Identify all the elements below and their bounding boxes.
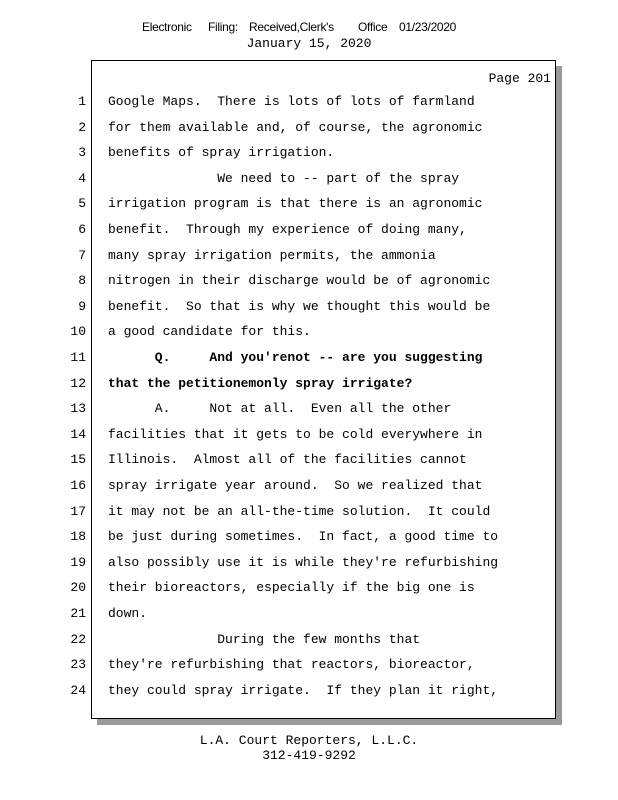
filing-label: Filing: bbox=[208, 20, 238, 34]
line-number: 7 bbox=[78, 247, 86, 263]
footer-phone: 312-419-9292 bbox=[262, 748, 356, 763]
page-number: Page 201 bbox=[488, 71, 551, 86]
line-text: down. bbox=[108, 606, 148, 621]
line-number: 1 bbox=[78, 94, 86, 109]
line-text: irrigation program is that there is an agronomic bbox=[108, 196, 483, 212]
line-text: spray irrigate year around. So we realized that bbox=[108, 478, 483, 493]
transcript-line bbox=[0, 527, 560, 547]
transcript-line bbox=[0, 271, 560, 291]
transcript-line bbox=[0, 553, 560, 573]
line-text: it may not be an all-the-time solution. It could bbox=[108, 503, 491, 519]
transcript-line bbox=[0, 630, 560, 650]
line-text: A. Not at all. Even all the other bbox=[108, 401, 452, 417]
transcript-line bbox=[0, 374, 560, 394]
line-text: benefits of spray irrigation. bbox=[108, 145, 335, 161]
line-number: 24 bbox=[70, 682, 86, 698]
line-text: a good candidate for this. bbox=[108, 324, 311, 340]
line-text: Illinois. Almost all of the facilities cannot bbox=[108, 452, 467, 468]
line-number: 21 bbox=[70, 606, 86, 621]
line-number: 14 bbox=[70, 426, 86, 442]
transcript-line bbox=[0, 502, 560, 522]
line-text: benefit. So that is why we thought this would be bbox=[108, 298, 491, 314]
transcript-line bbox=[0, 246, 560, 266]
transcript-line bbox=[0, 604, 560, 624]
transcript-date: January 15, 2020 bbox=[246, 36, 372, 51]
line-text: During the few months that bbox=[108, 631, 421, 647]
line-text: that the petitionemonly spray irrigate? bbox=[108, 375, 413, 391]
transcript-line bbox=[0, 681, 560, 701]
transcript-line bbox=[0, 578, 560, 598]
line-text: also possibly use it is while they're refurbishing bbox=[108, 554, 499, 570]
line-text: for them available and, of course, the agronomic bbox=[108, 119, 483, 135]
line-text: be just during sometimes. In fact, a good time to bbox=[108, 529, 499, 545]
line-number: 11 bbox=[70, 350, 86, 365]
filing-electronic: Electronic bbox=[142, 20, 192, 34]
line-number: 5 bbox=[78, 196, 86, 212]
line-number: 10 bbox=[70, 324, 86, 340]
filing-date: 01/23/2020 bbox=[399, 20, 457, 34]
line-number: 23 bbox=[70, 657, 86, 673]
transcript-line bbox=[0, 399, 560, 419]
line-number: 4 bbox=[78, 170, 86, 186]
line-number: 3 bbox=[78, 145, 86, 161]
line-number: 19 bbox=[70, 554, 86, 570]
line-number: 9 bbox=[78, 298, 86, 314]
transcript-line bbox=[0, 143, 560, 163]
line-number: 8 bbox=[78, 273, 86, 289]
line-text: benefit. Through my experience of doing many, bbox=[108, 222, 467, 237]
line-text: many spray irrigation permits, the ammonia bbox=[108, 247, 436, 263]
filing-received: Received,Clerk's bbox=[249, 20, 334, 34]
line-number: 16 bbox=[70, 478, 86, 493]
line-number: 2 bbox=[78, 119, 86, 135]
line-text: Q. And you'renot -- are you suggesting bbox=[108, 350, 483, 365]
transcript-line bbox=[0, 425, 560, 445]
transcript-line bbox=[0, 322, 560, 342]
line-number: 13 bbox=[70, 401, 86, 417]
filing-stamp bbox=[0, 20, 618, 36]
line-text: they're refurbishing that reactors, bioreactor, bbox=[108, 657, 475, 673]
footer-company: L.A. Court Reporters, L.L.C. bbox=[199, 733, 419, 748]
line-text: they could spray irrigate. If they plan it right, bbox=[108, 682, 499, 698]
line-number: 22 bbox=[70, 631, 86, 647]
transcript-line bbox=[0, 297, 560, 317]
transcript-line bbox=[0, 476, 560, 496]
line-text: We need to -- part of the spray bbox=[108, 170, 460, 186]
line-text: nitrogen in their discharge would be of agronomic bbox=[108, 273, 491, 289]
transcript-line bbox=[0, 169, 560, 189]
line-number: 18 bbox=[70, 529, 86, 545]
line-text: facilities that it gets to be cold everywhere in bbox=[108, 426, 483, 442]
line-number: 17 bbox=[70, 503, 86, 519]
line-text: Google Maps. There is lots of lots of farmland bbox=[108, 94, 475, 109]
filing-office: Office bbox=[358, 20, 388, 34]
transcript-line bbox=[0, 118, 560, 138]
transcript-line bbox=[0, 655, 560, 675]
line-number: 6 bbox=[78, 222, 86, 237]
transcript-line bbox=[0, 220, 560, 240]
line-number: 12 bbox=[70, 375, 86, 391]
transcript-line bbox=[0, 92, 560, 112]
transcript-line bbox=[0, 194, 560, 214]
transcript-line bbox=[0, 348, 560, 368]
transcript-line bbox=[0, 450, 560, 470]
line-text: their bioreactors, especially if the big one is bbox=[108, 580, 475, 596]
line-number: 15 bbox=[70, 452, 86, 468]
line-number: 20 bbox=[70, 580, 86, 596]
